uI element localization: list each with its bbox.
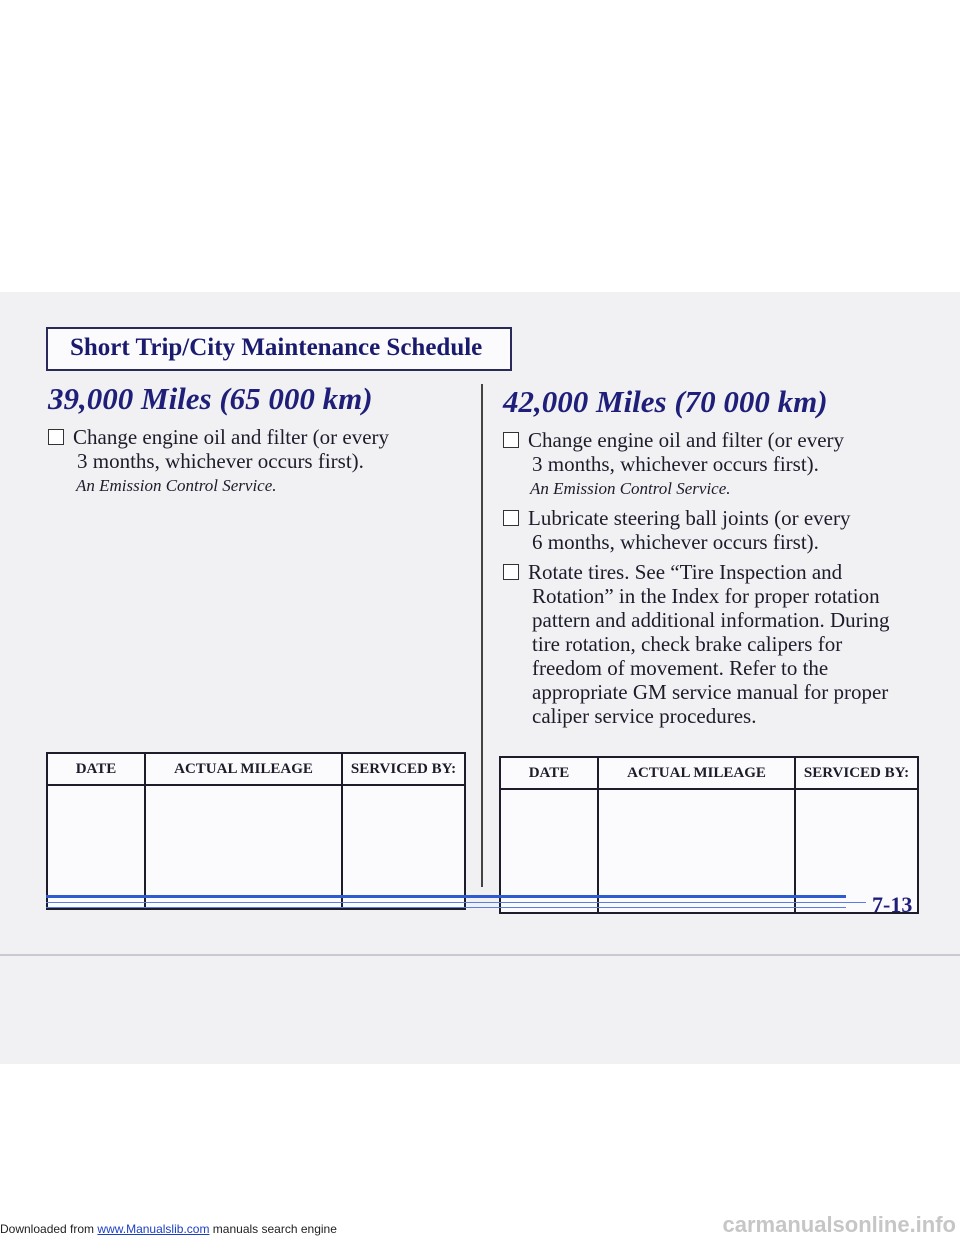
section-header [46,327,512,371]
right-service-item-ball-joints: Lubricate steering ball joints (or every 6 months, whichever occurs first). [503,506,850,554]
column-divider [481,384,483,887]
page-number: 7-13 [872,892,913,917]
checkbox-icon[interactable] [503,510,519,526]
right-service-log-table [499,756,919,914]
serviced-by-column-header: SERVICED BY: [342,753,465,785]
checkbox-icon[interactable] [503,564,519,580]
checkbox-icon[interactable] [48,429,64,445]
checkbox-icon[interactable] [503,432,519,448]
left-service-log-table [46,752,466,910]
mileage-entry-cell[interactable] [145,785,342,909]
left-emission-note: An Emission Control Service. [76,476,277,495]
left-service-item-oil: Change engine oil and filter (or every 3 months, whichever occurs first). [48,425,389,473]
page-rule-thin [46,902,866,903]
download-footer: Downloaded from www.Manualslib.com manuals search engine [0,1222,337,1236]
manualslib-link[interactable]: www.Manualslib.com [97,1222,210,1236]
right-service-item-tires: Rotate tires. See “Tire Inspection and Rotation” in the Index for proper rotation pattern and additional information. During tire rotation, check brake calipers for freedom of movement. Refer to the appropriate GM service manual for proper caliper service procedures. [503,560,890,728]
right-mileage-heading: 42,000 Miles (70 000 km) [503,384,828,419]
mileage-column-header: ACTUAL MILEAGE [598,757,795,789]
serviced-by-column-header: SERVICED BY: [795,757,918,789]
date-column-header: DATE [500,757,598,789]
mileage-column-header: ACTUAL MILEAGE [145,753,342,785]
date-entry-cell[interactable] [47,785,145,909]
right-service-item-oil: Change engine oil and filter (or every 3 months, whichever occurs first). [503,428,844,476]
left-mileage-heading: 39,000 Miles (65 000 km) [48,381,373,416]
section-title: Short Trip/City Maintenance Schedule [70,334,483,361]
page-bottom-rule [0,954,960,956]
page-rule-thin [46,907,846,908]
page-rule-thick [46,895,846,898]
watermark: carmanualsonline.info [722,1212,956,1237]
date-column-header: DATE [47,753,145,785]
right-emission-note: An Emission Control Service. [530,479,731,498]
serviced-by-entry-cell[interactable] [342,785,465,909]
